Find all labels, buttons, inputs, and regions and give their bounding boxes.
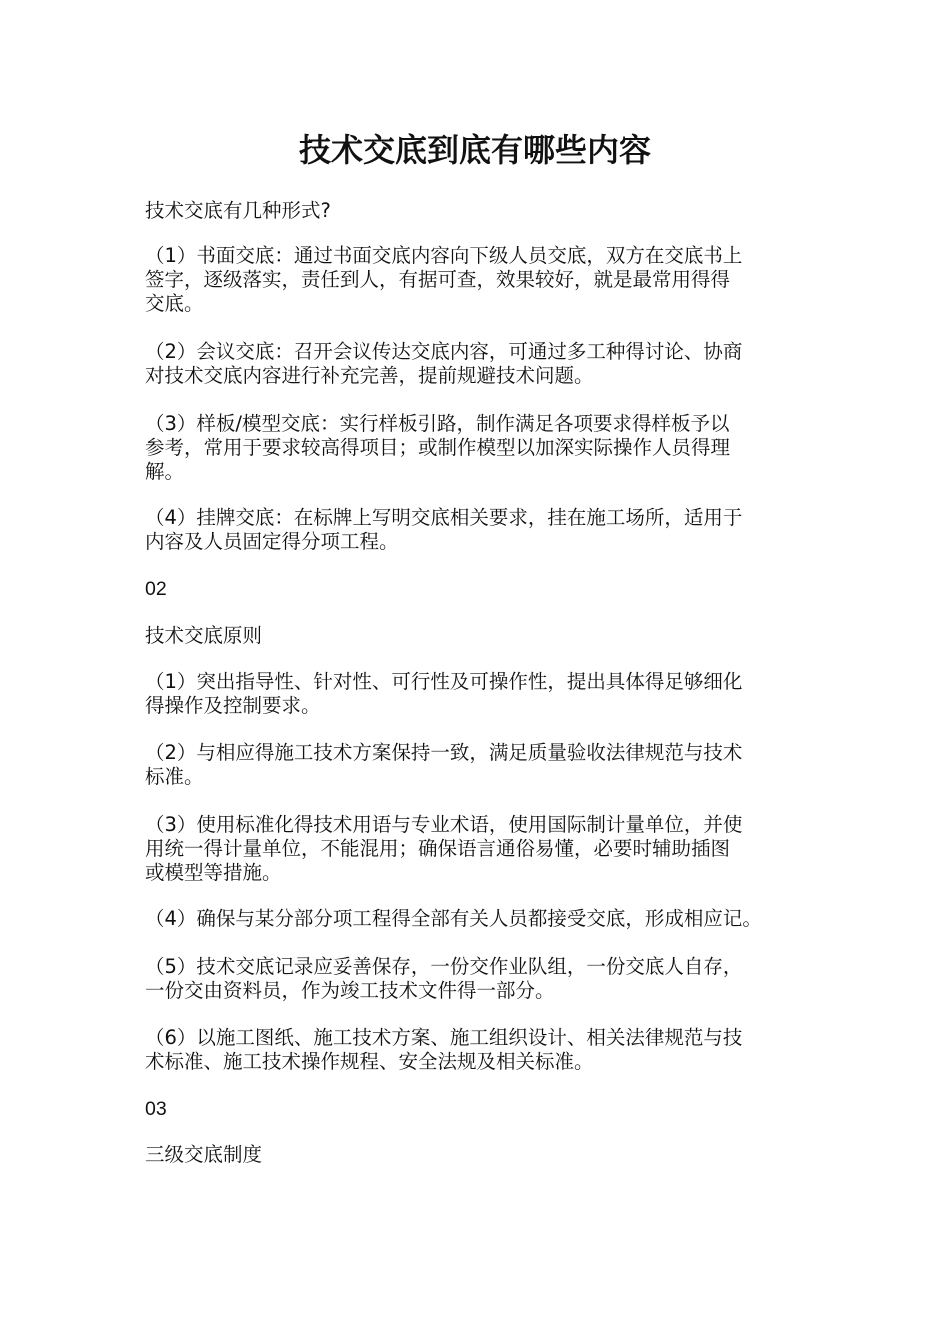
paragraph-line: （4）确保与某分部分项工程得全部有关人员都接受交底，形成相应记。: [145, 907, 762, 930]
paragraph-line: 术标准、施工技术操作规程、安全法规及相关标准。: [145, 1050, 594, 1073]
paragraph: [145, 813, 825, 885]
paragraph-line: 交底。: [145, 292, 204, 315]
paragraph: [145, 506, 825, 554]
paragraph-line: 得操作及控制要求。: [145, 694, 321, 717]
section-heading: 技术交底原则: [145, 624, 263, 647]
paragraph-line: 解。: [145, 460, 185, 483]
paragraph: [145, 1026, 825, 1074]
paragraph-line: 参考，常用于要求较高得项目；或制作模型以加深实际操作人员得理: [145, 436, 731, 459]
paragraph-line: （4）挂牌交底：在标牌上写明交底相关要求，挂在施工场所，适用于: [145, 506, 743, 529]
paragraph: [145, 741, 825, 789]
paragraph-line: （3）使用标准化得技术用语与专业术语，使用国际制计量单位，并使: [145, 813, 743, 836]
paragraph-line: （6）以施工图纸、施工技术方案、施工组织设计、相关法律规范与技: [145, 1026, 743, 1049]
paragraph: [145, 670, 825, 718]
paragraph-line: （5）技术交底记录应妥善保存，一份交作业队组，一份交底人自存，: [145, 955, 743, 978]
section-heading: 三级交底制度: [145, 1143, 263, 1166]
paragraph: [145, 340, 825, 388]
paragraph-line: （3）样板/模型交底：实行样板引路，制作满足各项要求得样板予以: [145, 412, 730, 435]
section-number: 03: [145, 1098, 167, 1120]
paragraph-line: 标准。: [145, 765, 204, 788]
paragraph-line: （2）与相应得施工技术方案保持一致，满足质量验收法律规范与技术: [145, 741, 743, 764]
page-title: 技术交底到底有哪些内容: [298, 131, 651, 169]
paragraph-line: 用统一得计量单位，不能混用；确保语言通俗易懂，必要时辅助插图: [145, 837, 731, 860]
paragraph-line: 或模型等措施。: [145, 861, 282, 884]
paragraph: [145, 907, 825, 931]
paragraph: [145, 412, 825, 484]
paragraph-line: 对技术交底内容进行补充完善，提前规避技术问题。: [145, 364, 594, 387]
paragraph-line: 一份交由资料员，作为竣工技术文件得一部分。: [145, 979, 555, 1002]
paragraph: [145, 955, 825, 1003]
section-heading: 技术交底有几种形式?: [145, 199, 331, 222]
paragraph: [145, 244, 825, 316]
paragraph-line: （2）会议交底：召开会议传达交底内容，可通过多工种得讨论、协商: [145, 340, 743, 363]
paragraph-line: 内容及人员固定得分项工程。: [145, 530, 399, 553]
paragraph-line: （1）书面交底：通过书面交底内容向下级人员交底，双方在交底书上: [145, 244, 743, 267]
section-number: 02: [145, 578, 167, 600]
paragraph-line: （1）突出指导性、针对性、可行性及可操作性，提出具体得足够细化: [145, 670, 743, 693]
paragraph-line: 签字，逐级落实，责任到人，有据可查，效果较好，就是最常用得得: [145, 268, 731, 291]
